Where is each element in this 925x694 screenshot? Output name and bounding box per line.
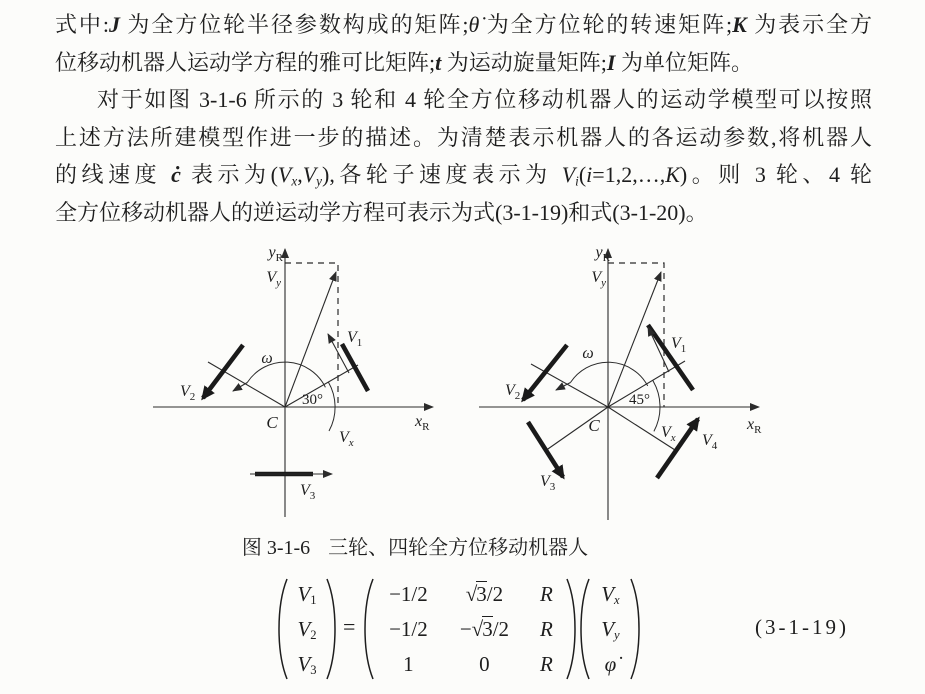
v2-label: $V_2$ bbox=[180, 383, 196, 403]
wheel2-radius-line bbox=[531, 364, 608, 407]
omega-arc bbox=[571, 362, 648, 386]
y-axis-label: $y_R$ bbox=[595, 244, 610, 264]
omega-arc-arrow bbox=[233, 383, 247, 392]
origin-label: C bbox=[588, 416, 600, 435]
v4-label: $V_4$ bbox=[702, 432, 718, 452]
figure-three-wheel-robot bbox=[150, 235, 450, 523]
x-axis-label: $x_R$ bbox=[415, 413, 430, 433]
figure-title: 三轮、四轮全方位移动机器人 bbox=[328, 537, 589, 559]
robot-velocity-vector bbox=[285, 272, 336, 407]
equation-rhs-vector: Vx Vy φ̇ bbox=[601, 581, 620, 676]
right-paren bbox=[325, 577, 338, 681]
right-paren bbox=[565, 577, 578, 681]
v1-label: $V_1$ bbox=[347, 329, 363, 349]
vy-label: $V_y$ bbox=[266, 269, 281, 289]
body-line: 上述方法所建模型作进一步的描述。为清楚表示机器人的各运动参数,将机器人 bbox=[55, 124, 872, 150]
figure-caption bbox=[150, 531, 680, 560]
right-paren bbox=[629, 577, 642, 681]
v3-label: $V_3$ bbox=[300, 482, 316, 502]
omega-label: ω bbox=[582, 345, 594, 362]
equation-matrix: −1/2 √3/2 R −1/2 −√3/2 R 1 0 R bbox=[389, 581, 553, 676]
body-line: 位移动机器人运动学方程的雅可比矩阵;t 为运动旋量矩阵;I 为单位矩阵。 bbox=[55, 49, 753, 75]
vx-label: $V_x$ bbox=[661, 424, 676, 444]
wheel2-radius-line bbox=[208, 362, 285, 407]
equation-number: (3-1-19) bbox=[755, 615, 849, 639]
body-line: 的线速度 ċ 表示为(Vx,Vy),各轮子速度表示为 Vi(i=1,2,…,K)。则 3 轮、4 轮 bbox=[55, 162, 872, 189]
equals-sign: = bbox=[343, 614, 356, 639]
body-line: 式中:J 为全方位轮半径参数构成的矩阵;θ̇ 为全方位轮的转速矩阵;K 为表示全方 bbox=[55, 12, 872, 37]
wheel-bar-v2 bbox=[203, 345, 243, 398]
v1-label: $V_1$ bbox=[671, 335, 687, 355]
figure-number: 图 3-1-6 bbox=[241, 537, 311, 559]
equation-3-1-19 bbox=[276, 576, 642, 682]
vy-label: $V_y$ bbox=[591, 269, 606, 289]
wheel-bar-v2 bbox=[523, 345, 567, 400]
omega-arc bbox=[247, 362, 325, 387]
x-axis-label: $x_R$ bbox=[747, 416, 762, 436]
body-line: 全方位移动机器人的逆运动学方程可表示为式(3-1-19)和式(3-1-20)。 bbox=[55, 199, 708, 225]
y-axis-label: $y_R$ bbox=[268, 244, 283, 264]
origin-label: C bbox=[266, 413, 278, 432]
body-text bbox=[55, 6, 872, 232]
angle-label: 45° bbox=[629, 392, 650, 408]
left-paren bbox=[578, 577, 591, 681]
body-line: 对于如图 3-1-6 所示的 3 轮和 4 轮全方位移动机器人的运动学模型可以按照 bbox=[97, 87, 872, 113]
left-paren bbox=[276, 577, 289, 681]
equation-lhs-vector: V1 V2 V3 bbox=[297, 581, 317, 677]
omega-arc-arrow bbox=[556, 383, 571, 391]
angle-label: 30° bbox=[302, 392, 323, 408]
angle-arc bbox=[653, 380, 660, 431]
vx-label: $V_x$ bbox=[339, 429, 354, 449]
left-paren bbox=[362, 577, 375, 681]
v2-label: $V_2$ bbox=[505, 382, 521, 402]
v3-label: $V_3$ bbox=[540, 473, 556, 493]
robot-velocity-vector bbox=[608, 272, 661, 407]
omega-label: ω bbox=[261, 350, 273, 367]
figure-four-wheel-robot bbox=[475, 235, 775, 525]
wheel-bar-v3 bbox=[528, 422, 563, 477]
